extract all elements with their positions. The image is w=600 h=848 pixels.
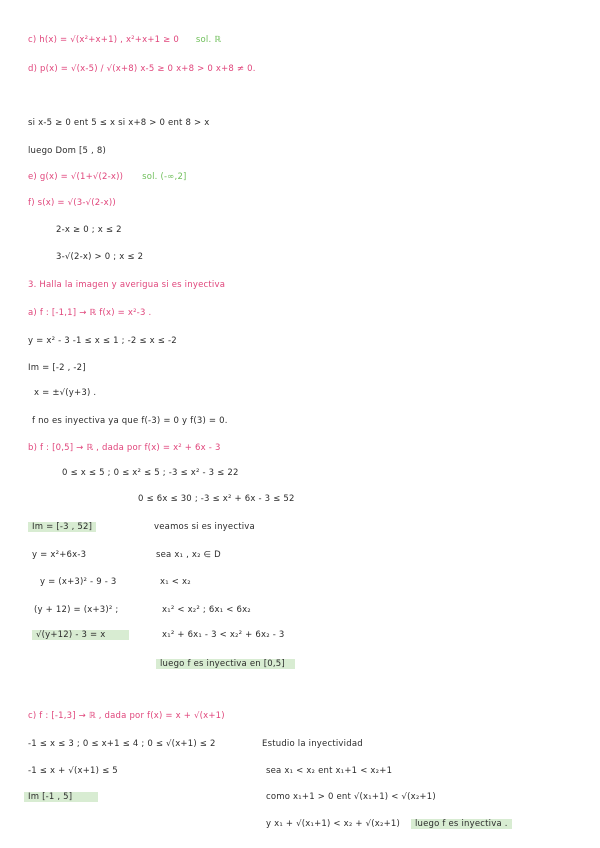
line-c2-function <box>28 710 225 722</box>
line-c2-como: como x₁+1 > 0 ent √(x₁+1) < √(x₂+1) <box>266 792 436 802</box>
line-g-solution: sol. (-∞,2] <box>142 172 187 182</box>
line-g-function <box>28 171 187 183</box>
line-a-text: a) f : [-1,1] → ℝ f(x) = x²-3 . <box>28 308 152 318</box>
line-p-text: d) p(x) = √(x-5) / √(x+8) x-5 ≥ 0 x+8 > 0 x+8 ≠ 0. <box>28 64 256 74</box>
line-c2-conclusion <box>266 818 512 830</box>
line-domain-reasoning <box>28 117 209 129</box>
line-b-work-2 <box>138 493 295 505</box>
line-a-work-1 <box>28 335 177 347</box>
line-c2-image-text: Im [-1 , 5] <box>24 792 98 802</box>
line-a-conclusion <box>32 415 228 427</box>
line-s-condition-2-text: 3-√(2-x) > 0 ; x ≤ 2 <box>56 252 144 262</box>
line-h-text: c) h(x) = √(x²+x+1) , x²+x+1 ≥ 0 <box>28 35 179 45</box>
line-b-x1-x2: x₁ < x₂ <box>160 577 191 587</box>
section-3-heading-text: 3. Halla la imagen y averigua si es inyectiva <box>28 280 226 290</box>
line-a-work-1-text: y = x² - 3 -1 ≤ x ≤ 1 ; -2 ≤ x ≤ -2 <box>28 336 177 346</box>
line-b-function <box>28 442 221 454</box>
line-s-condition-1-text: 2-x ≥ 0 ; x ≤ 2 <box>56 225 122 235</box>
line-domain-result-text: luego Dom [5 , 8) <box>28 146 106 156</box>
line-c2-work-2 <box>28 765 393 777</box>
line-b-y-plus-12-text: (y + 12) = (x+3)² ; <box>34 605 119 615</box>
line-s-text: f) s(x) = √(3-√(2-x)) <box>28 198 116 208</box>
line-c2-image <box>24 791 436 803</box>
line-c2-text: c) f : [-1,3] → ℝ , dada por f(x) = x + √(x+1) <box>28 711 225 721</box>
section-3-heading <box>28 279 225 291</box>
line-c2-work-1-text: -1 ≤ x ≤ 3 ; 0 ≤ x+1 ≤ 4 ; 0 ≤ √(x+1) ≤ 2 <box>28 739 216 749</box>
line-b-inverse-text: √(y+12) - 3 = x <box>32 630 129 640</box>
line-b-work-1-text: 0 ≤ x ≤ 5 ; 0 ≤ x² ≤ 5 ; -3 ≤ x² - 3 ≤ 22 <box>62 468 239 478</box>
line-b-sum-inequality: x₁² + 6x₁ - 3 < x₂² + 6x₂ - 3 <box>162 630 285 640</box>
line-b-injective-heading: veamos si es inyectiva <box>154 522 255 532</box>
line-b-y-def <box>32 549 221 561</box>
line-b-conclusion <box>156 658 295 670</box>
line-a-inverse <box>34 387 96 399</box>
line-b-sea-text: sea x₁ , x₂ ∈ D <box>156 550 221 560</box>
line-b-complete-square <box>40 576 191 588</box>
line-g-text: e) g(x) = √(1+√(2-x)) <box>28 172 124 182</box>
line-p-function <box>28 63 256 75</box>
line-a-inverse-text: x = ±√(y+3) . <box>34 388 97 398</box>
line-a-image-text: Im = [-2 , -2] <box>28 363 86 373</box>
line-b-work-1 <box>62 467 239 479</box>
line-a-function <box>28 307 151 319</box>
line-s-condition-2 <box>56 251 143 263</box>
line-b-work-2-text: 0 ≤ 6x ≤ 30 ; -3 ≤ x² + 6x - 3 ≤ 52 <box>138 494 295 504</box>
line-domain-text: si x-5 ≥ 0 ent 5 ≤ x si x+8 > 0 ent 8 > x <box>28 118 210 128</box>
line-c2-work-1 <box>28 738 363 750</box>
line-a-image <box>28 362 86 374</box>
line-c2-study: Estudio la inyectividad <box>262 739 363 749</box>
line-s-condition-1 <box>56 224 122 236</box>
line-b-squares: x₁² < x₂² ; 6x₁ < 6x₂ <box>162 605 251 615</box>
line-c2-sea: sea x₁ < x₂ ent x₁+1 < x₂+1 <box>266 766 393 776</box>
line-b-complete-square-text: y = (x+3)² - 9 - 3 <box>40 577 117 587</box>
line-b-text: b) f : [0,5] → ℝ , dada por f(x) = x² + 6x - 3 <box>28 443 221 453</box>
line-a-conclusion-text: f no es inyectiva ya que f(-3) = 0 y f(3) = 0. <box>32 416 228 426</box>
line-b-image-text: Im = [-3 , 52] <box>28 522 96 532</box>
line-c2-work-2-text: -1 ≤ x + √(x+1) ≤ 5 <box>28 766 118 776</box>
line-c2-sum-text: y x₁ + √(x₁+1) < x₂ + √(x₂+1) <box>266 819 401 829</box>
line-c2-conclusion-text: luego f es inyectiva . <box>411 819 512 829</box>
line-h-solution: sol. ℝ <box>195 35 222 45</box>
line-s-function <box>28 197 116 209</box>
line-b-inverse <box>32 629 285 641</box>
line-domain-result <box>28 145 106 157</box>
line-h-function <box>28 34 221 46</box>
line-b-y-plus-12 <box>34 604 251 616</box>
line-b-image <box>28 521 255 533</box>
line-b-conclusion-text: luego f es inyectiva en [0,5] <box>156 659 295 669</box>
line-b-y-def-text: y = x²+6x-3 <box>32 550 87 560</box>
